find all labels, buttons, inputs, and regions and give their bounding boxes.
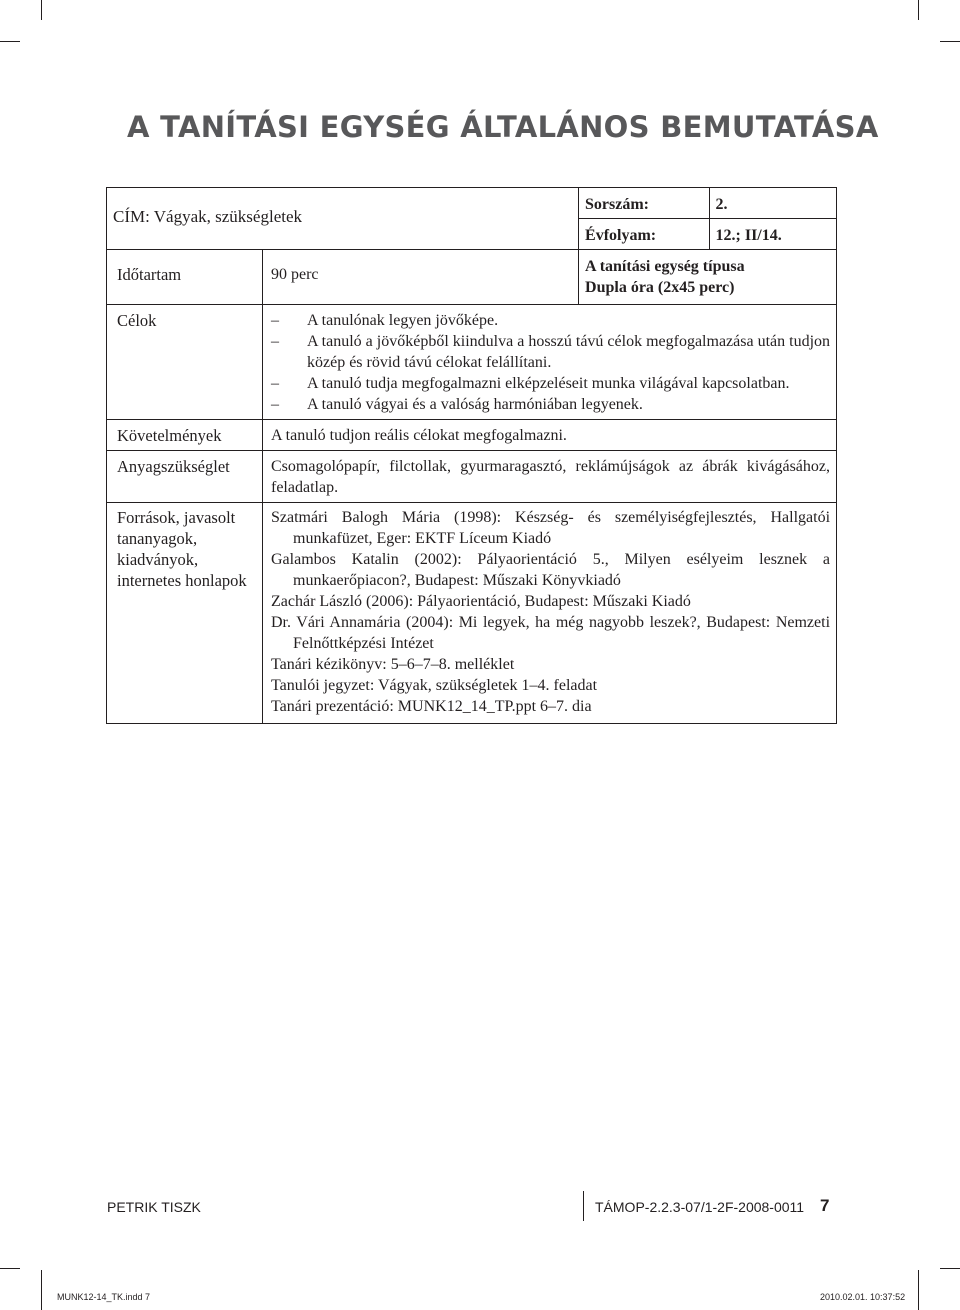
row-celok [107, 305, 837, 420]
celok-cell [263, 305, 837, 420]
row-forrasok [107, 503, 837, 724]
list-item: – A tanuló vágyai és a valóság harmóniában legyenek. [263, 394, 830, 415]
lesson-title: CÍM: Vágyak, szükségletek [113, 207, 303, 226]
celok-label: Célok [107, 305, 263, 420]
page-title: A TANÍTÁSI EGYSÉG ÁLTALÁNOS BEMUTATÁSA [127, 110, 879, 144]
slug-file: MUNK12-14_TK.indd 7 [57, 1292, 151, 1302]
row-cim [107, 188, 837, 250]
crop-mark [940, 1268, 960, 1269]
list-item: Szatmári Balogh Mária (1998): Készség- és személyiségfejlesztés, Hallgatói munkafüzet, Eger: EKTF Líceum Kiadó [271, 509, 831, 547]
idotartam-value: 90 perc [263, 250, 579, 305]
list-item: Tanulói jegyzet: Vágyak, szükségletek 1–4. feladat [271, 677, 598, 694]
crop-mark [41, 0, 42, 20]
crop-mark [0, 41, 20, 42]
sorszam-value: 2. [709, 188, 836, 219]
meta-table [579, 188, 836, 249]
list-item: Dr. Vári Annamária (2004): Mi legyek, ha még nagyobb leszek?, Budapest: Nemzeti Felnőttképzési Intézet [271, 614, 831, 652]
list-item: Galambos Katalin (2002): Pályaorientáció 5., Milyen esélyeim lesznek a munkaerőpiacon?, Budapest: Műszaki Könyvkiadó [271, 551, 831, 589]
lesson-overview-table [106, 187, 837, 724]
row-anyagszukseglet [107, 451, 837, 503]
crop-mark [0, 1268, 20, 1269]
kovetelmenyek-label: Követelmények [107, 420, 263, 451]
anyagszukseglet-label: Anyagszükséglet [107, 451, 263, 503]
crop-mark [918, 0, 919, 20]
row-kovetelmenyek [107, 420, 837, 451]
list-item: – A tanulónak legyen jövőképe. [263, 310, 830, 331]
anyagszukseglet-value: Csomagolópapír, filctollak, gyurmaragasztó, reklámújságok az ábrák kivágásához, feladatlap. [263, 451, 837, 503]
idotartam-label: Időtartam [107, 250, 263, 305]
footer-divider [583, 1191, 584, 1221]
crop-mark [41, 1270, 42, 1310]
kovetelmenyek-value: A tanuló tudjon reális célokat megfogalmazni. [263, 420, 837, 451]
list-item: Tanári kézikönyv: 5–6–7–8. melléklet [271, 656, 515, 673]
crop-mark [940, 41, 960, 42]
forrasok-label: Források, javasolt tananyagok, kiadványok, internetes honlapok [107, 503, 263, 724]
evfolyam-label: Évfolyam: [579, 219, 709, 250]
tipus-value: Dupla óra (2x45 perc) [585, 279, 735, 296]
crop-mark [918, 1270, 919, 1310]
forrasok-list [271, 507, 830, 717]
row-idotartam [107, 250, 837, 305]
footer-publisher: PETRIK TISZK [107, 1199, 201, 1215]
footer-project-code: TÁMOP-2.2.3-07/1-2F-2008-0011 [595, 1199, 805, 1215]
list-item: – A tanuló a jövőképből kiindulva a hosszú távú célok megfogalmazása után tudjon közép és rövid távú célokat felállítani. [263, 331, 830, 373]
tipus-cell [579, 250, 837, 305]
meta-cell [579, 188, 837, 250]
list-item: – A tanuló tudja megfogalmazni elképzeléseit munka világával kapcsolatban. [263, 373, 830, 394]
cim-cell [107, 188, 579, 250]
celok-list [263, 310, 830, 415]
tipus-label: A tanítási egység típusa [585, 258, 745, 275]
evfolyam-value: 12.; II/14. [709, 219, 836, 250]
page-number: 7 [820, 1196, 830, 1215]
forrasok-cell [263, 503, 837, 724]
list-item: Tanári prezentáció: MUNK12_14_TP.ppt 6–7. dia [271, 698, 592, 715]
sorszam-label: Sorszám: [579, 188, 709, 219]
list-item: Zachár László (2006): Pályaorientáció, Budapest: Műszaki Kiadó [271, 593, 691, 610]
slug-date: 2010.02.01. 10:37:52 [820, 1292, 906, 1302]
